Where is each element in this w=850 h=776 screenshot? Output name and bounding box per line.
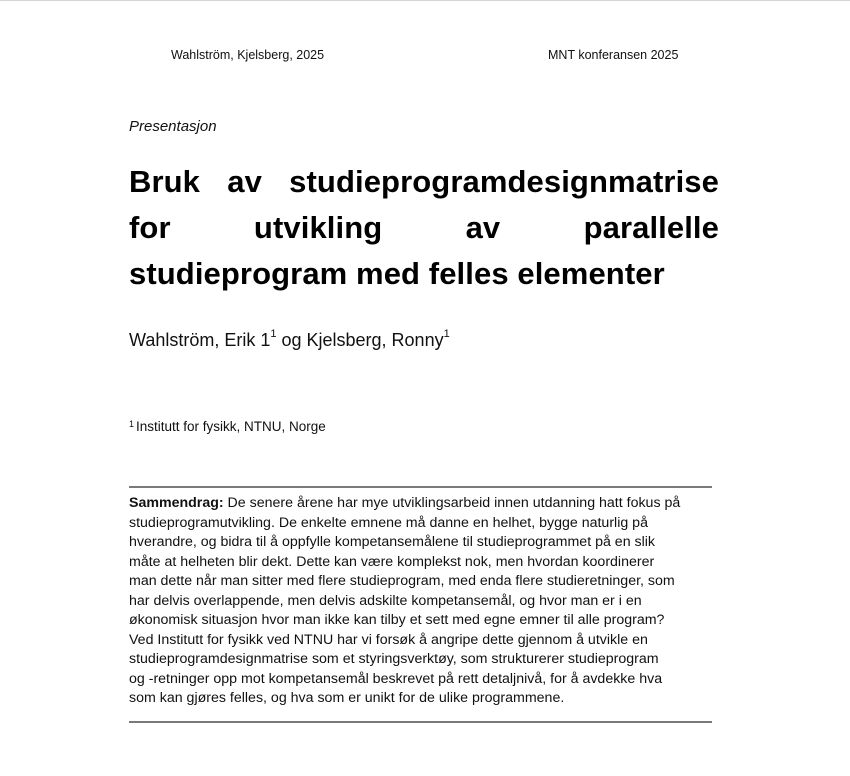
document-type-label: Presentasjon — [129, 118, 217, 135]
abstract-line: studieprogramutvikling. De enkelte emnene må danne en helhet, bygge naturlig på — [129, 514, 648, 531]
abstract-line: har delvis overlappende, men delvis adskilte kompetansemål, og hvor man er i en — [129, 592, 642, 609]
running-header-left: Wahlström, Kjelsberg, 2025 — [171, 48, 325, 62]
running-header-right: MNT konferansen 2025 — [548, 48, 679, 62]
affiliation-marker: 1 — [270, 328, 277, 340]
abstract-line: Sammendrag: De senere årene har mye utviklingsarbeid innen utdanning hatt fokus på — [129, 495, 681, 511]
document-title — [129, 159, 719, 297]
authors — [129, 330, 450, 351]
affiliation-marker: 1 — [129, 419, 135, 429]
divider-bottom — [129, 721, 712, 723]
author-name: Wahlström, Erik 1 — [129, 330, 271, 350]
abstract-line: og -retninger opp mot kompetansemål beskrevet på rett detaljnivå, for å avdekke hva — [129, 670, 663, 687]
affiliation-marker: 1 — [443, 328, 450, 340]
divider-top — [129, 486, 712, 488]
abstract-line: økonomisk situasjon hvor man ikke kan tilby et sett med egne emner til alle program? — [129, 612, 665, 628]
abstract-line: som kan gjøres felles, og hva som er unikt for de ulike programmene. — [129, 690, 565, 706]
abstract-line: hverandre, og bidra til å oppfylle kompetansemålene til studieprogrammet på en slik — [129, 534, 656, 550]
title-line: for utvikling av parallelle — [129, 210, 719, 245]
abstract-label: Sammendrag: — [129, 495, 224, 511]
abstract — [129, 494, 719, 709]
abstract-line: studieprogramdesignmatrise som et styringsverktøy, som strukturerer studieprogram — [129, 651, 659, 667]
title-line: studieprogram med felles elementer — [129, 256, 665, 291]
abstract-line: Ved Institutt for fysikk ved NTNU har vi forsøk å angripe dette gjennom å utvikle en — [129, 631, 648, 648]
affiliation-text: Institutt for fysikk, NTNU, Norge — [136, 419, 326, 434]
title-line: Bruk av studieprogramdesignmatrise — [129, 164, 719, 199]
abstract-line: måte at helheten blir dekt. Dette kan være komplekst nok, men hvordan koordinerer — [129, 553, 655, 570]
affiliation — [129, 419, 326, 434]
abstract-line: man dette når man sitter med flere studieprogram, med enda flere studieretninger, som — [129, 573, 675, 589]
author-name: og Kjelsberg, Ronny — [276, 330, 444, 350]
